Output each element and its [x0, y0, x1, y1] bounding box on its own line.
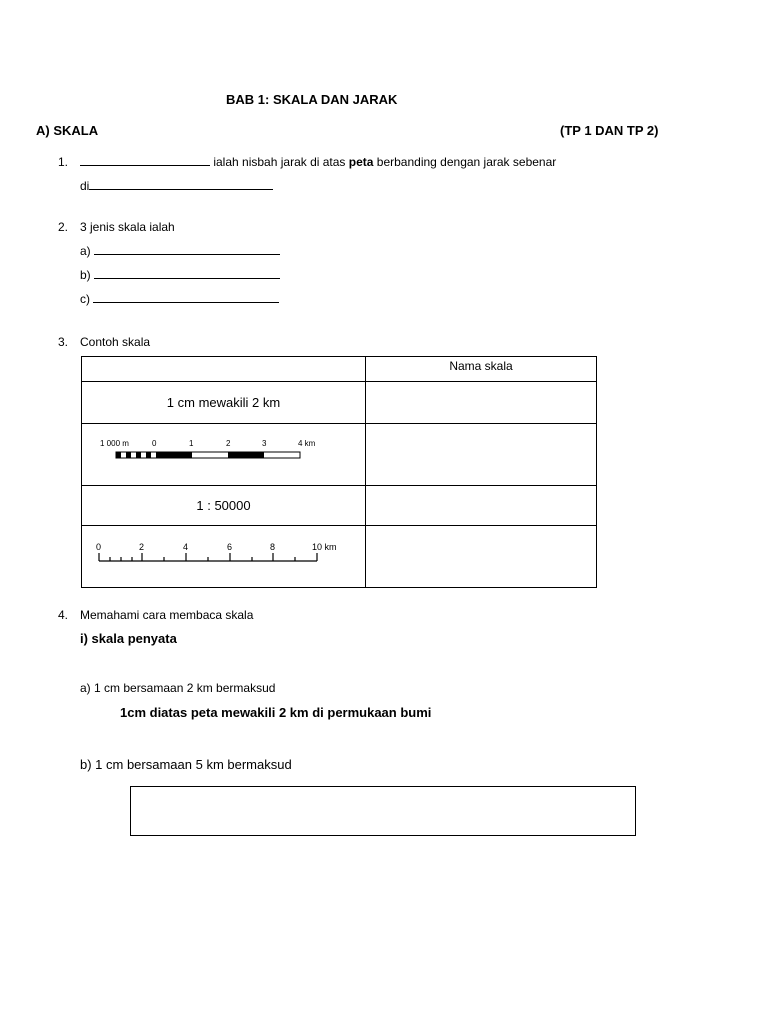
q1-number: 1. — [58, 155, 69, 169]
bar1-label: 0 — [152, 439, 157, 448]
linear-scale-cell-2 — [82, 526, 366, 588]
scale-bar-1-body — [116, 452, 300, 458]
tp-label: (TP 1 DAN TP 2) — [560, 123, 659, 138]
q3-text: Contoh skala — [80, 335, 151, 349]
q2-item-c — [80, 292, 279, 306]
q2-item-b — [80, 268, 280, 282]
q4-part-a: a) 1 cm bersamaan 2 km bermaksud — [80, 681, 276, 695]
q4-part-a-answer: 1cm diatas peta mewakili 2 km di permukaan bumi — [120, 705, 432, 720]
q2-item-label: a) — [80, 244, 91, 258]
q2-number: 2. — [58, 220, 69, 234]
q1-line — [80, 155, 556, 169]
q2-item-label: b) — [80, 268, 91, 282]
answer-cell[interactable] — [366, 424, 597, 486]
bar2-label: 6 — [227, 542, 233, 552]
table-row — [82, 526, 597, 588]
q4-subheading: i) skala penyata — [80, 631, 177, 646]
q3-number: 3. — [58, 335, 69, 349]
bar2-label: 8 — [270, 542, 276, 552]
q1-text-pre: ialah nisbah jarak di atas — [213, 155, 349, 169]
q4-answer-box[interactable] — [130, 786, 636, 836]
q1-blank[interactable] — [80, 155, 210, 166]
bar1-label: 1 000 m — [100, 439, 129, 448]
scale-examples-table — [81, 356, 597, 588]
page-title: BAB 1: SKALA DAN JARAK — [226, 92, 398, 107]
section-heading: A) SKALA — [36, 123, 99, 138]
q1-text-post: berbanding dengan jarak sebenar — [373, 155, 557, 169]
table-header-nama-skala: Nama skala — [366, 357, 597, 382]
q1-line2 — [80, 179, 273, 193]
bar2-label: 4 — [183, 542, 189, 552]
answer-cell[interactable] — [366, 382, 597, 424]
q1-bold-word: peta — [348, 155, 374, 169]
q2-blank-b[interactable] — [94, 268, 280, 279]
table-row — [82, 486, 597, 526]
table-header-row — [82, 357, 597, 382]
bar2-label: 0 — [96, 542, 102, 552]
q2-item-a — [80, 244, 280, 258]
ratio-scale-cell: 1 : 50000 — [82, 486, 366, 526]
q4-text: Memahami cara membaca skala — [80, 608, 254, 622]
bar1-label: 4 km — [298, 439, 316, 448]
bar2-label: 10 km — [312, 542, 337, 552]
scale-bar-1 — [82, 424, 365, 482]
table-header-empty — [82, 357, 366, 382]
table-row — [82, 424, 597, 486]
scale-bar-2 — [82, 526, 365, 584]
q4-number: 4. — [58, 608, 69, 622]
scale-bar-2-body — [99, 553, 317, 561]
statement-scale-cell: 1 cm mewakili 2 km — [82, 382, 366, 424]
answer-cell[interactable] — [366, 526, 597, 588]
q1-blank-2[interactable] — [89, 179, 273, 190]
bar1-label: 1 — [189, 439, 194, 448]
q2-blank-a[interactable] — [94, 244, 280, 255]
answer-cell[interactable] — [366, 486, 597, 526]
bar1-label: 2 — [226, 439, 231, 448]
bar2-label: 2 — [139, 542, 145, 552]
q2-blank-c[interactable] — [93, 292, 279, 303]
q4-part-b: b) 1 cm bersamaan 5 km bermaksud — [80, 757, 292, 772]
linear-scale-cell-1 — [82, 424, 366, 486]
table-row — [82, 382, 597, 424]
q2-item-label: c) — [80, 292, 90, 306]
bar1-label: 3 — [262, 439, 267, 448]
q2-text: 3 jenis skala ialah — [80, 220, 175, 234]
q1-line2-prefix: di — [80, 179, 90, 193]
